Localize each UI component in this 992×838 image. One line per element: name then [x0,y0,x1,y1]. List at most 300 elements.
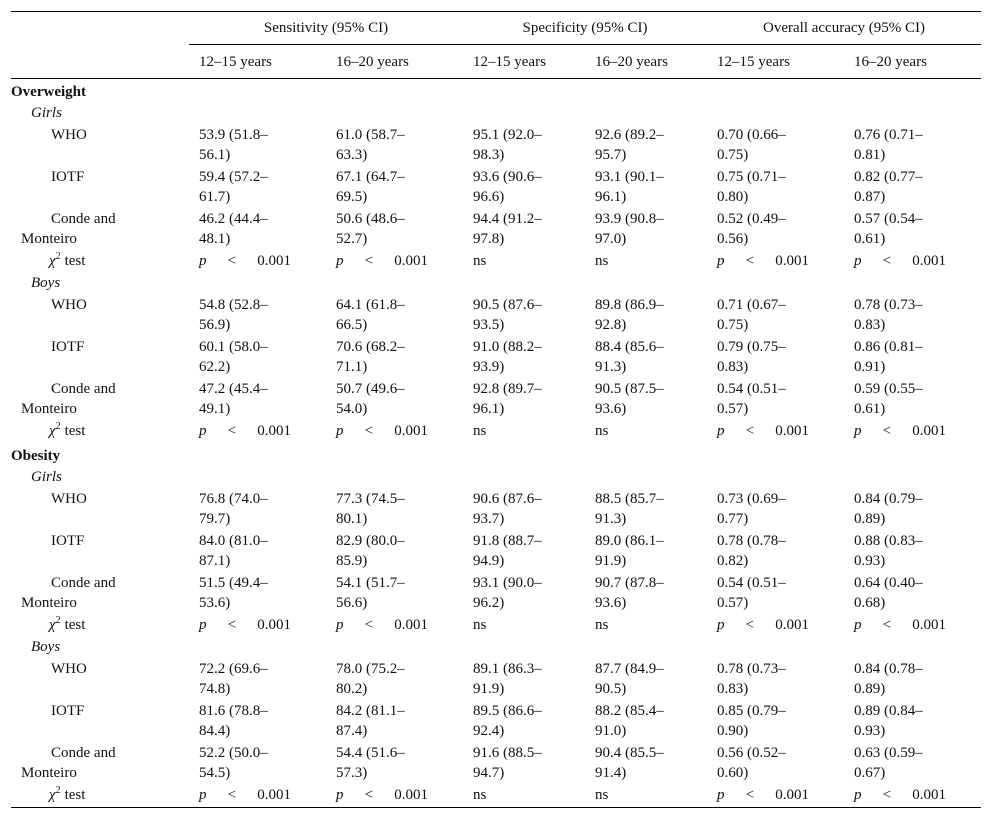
value-line-2: 80.1) [336,511,368,527]
value-line-2: 74.8) [199,681,231,697]
value-line-1: 54.8 (52.8– [199,297,268,313]
reference-name: Conde and [51,745,116,761]
table-row [11,701,981,743]
value-cell [585,743,707,785]
value-cell [844,531,981,573]
reference-label [11,337,189,379]
value-line-1: 0.78 (0.73– [717,661,786,677]
p-threshold: 0.001 [257,787,291,803]
chi-square-cell [844,785,981,808]
reference-name-cont: Monteiro [21,765,77,781]
value-line-1: 64.1 (61.8– [336,297,405,313]
value-line-1: 76.8 (74.0– [199,491,268,507]
chi-square-cell [844,421,981,443]
not-significant: ns [473,787,487,803]
chi-square-cell [326,615,463,637]
value-cell [707,167,844,209]
value-cell [189,489,326,531]
value-cell [585,531,707,573]
value-line-2: 0.75) [717,317,749,333]
reference-label [11,659,189,701]
value-line-2: 0.77) [717,511,749,527]
reference-label [11,701,189,743]
value-line-2: 93.9) [473,359,505,375]
value-line-1: 93.1 (90.0– [473,575,542,591]
value-line-1: 0.54 (0.51– [717,575,786,591]
value-line-1: 89.8 (86.9– [595,297,664,313]
value-line-2: 61.7) [199,189,231,205]
value-cell [707,701,844,743]
value-line-2: 0.82) [717,553,749,569]
value-cell [844,489,981,531]
chi-square-cell [707,615,844,637]
value-cell [326,701,463,743]
value-line-1: 67.1 (64.7– [336,169,405,185]
table-body [11,79,981,808]
section-title: Obesity [11,448,61,464]
value-cell [844,743,981,785]
reference-name: Conde and [51,381,116,397]
sex-row [11,273,981,295]
p-value [336,421,428,441]
value-line-2: 90.5) [595,681,627,697]
value-line-1: 87.7 (84.9– [595,661,664,677]
chi-square-label [11,785,189,808]
p-threshold: 0.001 [912,787,947,803]
p-symbol: p [199,423,207,439]
p-value [199,785,291,805]
value-cell [707,295,844,337]
reference-name: WHO [51,297,87,313]
value-line-2: 93.6) [595,595,627,611]
value-line-1: 50.6 (48.6– [336,211,405,227]
value-cell [189,701,326,743]
chi-square-cell [707,251,844,273]
value-line-2: 0.56) [717,231,749,247]
value-line-1: 93.1 (90.1– [595,169,664,185]
value-cell [189,167,326,209]
value-cell [707,659,844,701]
group-header-accuracy: Overall accuracy (95% CI) [707,12,981,45]
p-threshold: 0.001 [912,617,947,633]
reference-name: IOTF [51,533,85,549]
value-line-1: 0.84 (0.79– [854,491,923,507]
value-line-2: 56.1) [199,147,231,163]
chi-square-cell [326,421,463,443]
value-line-1: 82.9 (80.0– [336,533,405,549]
value-line-2: 0.81) [854,147,886,163]
chi-square-cell [189,251,326,273]
chi-symbol: χ [49,253,56,269]
not-significant: ns [473,617,487,633]
value-line-1: 84.0 (81.0– [199,533,268,549]
value-cell [463,531,585,573]
section-row [11,443,981,467]
value-line-2: 84.4) [199,723,231,739]
value-line-1: 0.75 (0.71– [717,169,786,185]
chi-square-cell [844,615,981,637]
value-cell [707,209,844,251]
reference-name: IOTF [51,339,85,355]
value-cell [844,573,981,615]
value-cell [707,125,844,167]
value-cell [844,701,981,743]
p-value [854,615,946,635]
value-line-1: 0.64 (0.40– [854,575,923,591]
less-than: < [364,253,374,269]
value-line-2: 0.83) [854,317,886,333]
chi-square-label [11,421,189,443]
value-cell [189,531,326,573]
table-row [11,573,981,615]
value-line-2: 96.2) [473,595,505,611]
value-line-2: 0.83) [717,681,749,697]
value-line-2: 87.1) [199,553,231,569]
value-line-1: 90.6 (87.6– [473,491,542,507]
chi-square-cell [585,421,707,443]
p-threshold: 0.001 [394,423,428,439]
value-line-2: 94.9) [473,553,505,569]
value-cell [844,295,981,337]
p-threshold: 0.001 [394,617,428,633]
chi-square-cell [585,615,707,637]
p-value [717,421,809,441]
value-cell [326,743,463,785]
value-line-2: 57.3) [336,765,368,781]
p-value [336,785,428,805]
p-symbol: p [199,787,207,803]
reference-name: IOTF [51,703,85,719]
age-header: 16–20 years [595,54,668,70]
value-cell [326,125,463,167]
reference-label [11,573,189,615]
chi-square-label [11,615,189,637]
table-row [11,337,981,379]
value-cell [585,701,707,743]
value-cell [844,125,981,167]
value-line-1: 94.4 (91.2– [473,211,542,227]
reference-label [11,295,189,337]
value-line-2: 0.80) [717,189,749,205]
sex-row [11,637,981,659]
not-significant: ns [595,787,609,803]
chi-square-cell [585,251,707,273]
value-line-1: 91.8 (88.7– [473,533,542,549]
p-value [199,615,291,635]
chi-square-cell [463,421,585,443]
value-line-1: 95.1 (92.0– [473,127,542,143]
value-line-2: 0.67) [854,765,886,781]
reference-name: WHO [51,491,87,507]
less-than: < [745,787,755,803]
value-line-1: 72.2 (69.6– [199,661,268,677]
age-header-row [11,45,981,79]
p-value [199,251,291,271]
value-line-1: 0.89 (0.84– [854,703,923,719]
value-line-1: 0.59 (0.55– [854,381,923,397]
value-line-1: 54.1 (51.7– [336,575,405,591]
chi-square-cell [707,785,844,808]
p-threshold: 0.001 [775,617,810,633]
less-than: < [364,787,374,803]
chi-square-cell [189,785,326,808]
value-cell [707,573,844,615]
chi-square-cell [463,785,585,808]
table-row [11,531,981,573]
value-line-1: 0.71 (0.67– [717,297,786,313]
chi-test-text: test [64,423,86,439]
value-line-1: 53.9 (51.8– [199,127,268,143]
chi-test-text: test [64,617,86,633]
p-symbol: p [336,787,344,803]
value-line-1: 78.0 (75.2– [336,661,405,677]
value-line-1: 90.5 (87.5– [595,381,664,397]
value-line-2: 71.1) [336,359,368,375]
p-value [854,785,946,805]
age-header: 16–20 years [854,54,927,70]
p-threshold: 0.001 [775,787,810,803]
value-line-1: 0.85 (0.79– [717,703,786,719]
value-cell [189,573,326,615]
value-line-2: 62.2) [199,359,231,375]
table-row [11,167,981,209]
value-line-2: 66.5) [336,317,368,333]
value-cell [463,573,585,615]
value-line-1: 0.63 (0.59– [854,745,923,761]
value-cell [189,659,326,701]
chi-square-row [11,615,981,637]
value-cell [463,209,585,251]
value-line-2: 94.7) [473,765,505,781]
reference-name: IOTF [51,169,85,185]
value-line-1: 0.70 (0.66– [717,127,786,143]
value-line-1: 0.54 (0.51– [717,381,786,397]
chi-square-cell [707,421,844,443]
sex-label: Girls [31,105,62,121]
value-line-2: 54.0) [336,401,368,417]
value-line-1: 93.6 (90.6– [473,169,542,185]
value-line-1: 88.4 (85.6– [595,339,664,355]
value-line-1: 92.6 (89.2– [595,127,664,143]
group-header-sensitivity: Sensitivity (95% CI) [189,12,463,45]
p-value [854,421,946,441]
less-than: < [882,617,892,633]
value-line-2: 80.2) [336,681,368,697]
chi-test-text: test [64,787,86,803]
less-than: < [882,253,892,269]
reference-label [11,743,189,785]
value-line-2: 91.3) [595,511,627,527]
stub-header-2 [11,45,189,79]
value-cell [326,489,463,531]
p-symbol: p [854,787,862,803]
value-line-2: 98.3) [473,147,505,163]
value-line-1: 0.52 (0.49– [717,211,786,227]
p-symbol: p [854,253,862,269]
value-cell [844,209,981,251]
value-line-1: 0.57 (0.54– [854,211,923,227]
value-line-1: 0.88 (0.83– [854,533,923,549]
value-cell [844,337,981,379]
value-line-2: 93.7) [473,511,505,527]
chi-symbol: χ [49,423,56,439]
value-line-2: 93.5) [473,317,505,333]
value-cell [326,379,463,421]
p-value [854,251,946,271]
p-threshold: 0.001 [257,253,291,269]
value-line-1: 77.3 (74.5– [336,491,405,507]
p-threshold: 0.001 [912,423,947,439]
value-cell [844,659,981,701]
value-cell [707,743,844,785]
value-cell [585,125,707,167]
table-row [11,659,981,701]
value-cell [326,531,463,573]
reference-name: Conde and [51,211,116,227]
table-header [11,12,981,79]
p-threshold: 0.001 [394,253,428,269]
p-symbol: p [199,253,207,269]
age-header: 12–15 years [473,54,546,70]
section-title: Overweight [11,84,86,100]
value-cell [707,489,844,531]
value-line-2: 0.83) [717,359,749,375]
reference-label [11,125,189,167]
group-header-specificity: Specificity (95% CI) [463,12,707,45]
value-line-1: 0.79 (0.75– [717,339,786,355]
value-line-2: 0.91) [854,359,886,375]
p-value [336,251,428,271]
less-than: < [227,423,237,439]
value-line-2: 93.6) [595,401,627,417]
p-threshold: 0.001 [257,617,291,633]
value-line-2: 53.6) [199,595,231,611]
value-cell [844,167,981,209]
value-line-1: 0.86 (0.81– [854,339,923,355]
reference-label [11,209,189,251]
value-line-1: 0.76 (0.71– [854,127,923,143]
value-line-2: 85.9) [336,553,368,569]
table-row [11,379,981,421]
chi-square-cell [189,615,326,637]
age-header: 16–20 years [336,54,409,70]
value-line-1: 50.7 (49.6– [336,381,405,397]
p-value [717,615,809,635]
value-line-2: 96.1) [595,189,627,205]
chi-square-row [11,785,981,808]
age-header: 12–15 years [199,54,272,70]
p-symbol: p [854,617,862,633]
value-line-1: 88.2 (85.4– [595,703,664,719]
less-than: < [227,253,237,269]
value-line-1: 92.8 (89.7– [473,381,542,397]
value-cell [463,743,585,785]
value-line-2: 91.9) [595,553,627,569]
value-cell [463,295,585,337]
value-line-1: 59.4 (57.2– [199,169,268,185]
value-line-2: 0.89) [854,681,886,697]
not-significant: ns [473,253,487,269]
p-threshold: 0.001 [775,253,810,269]
value-line-1: 0.84 (0.78– [854,661,923,677]
value-line-1: 60.1 (58.0– [199,339,268,355]
value-line-1: 90.4 (85.5– [595,745,664,761]
chi-square-cell [189,421,326,443]
not-significant: ns [473,423,487,439]
value-line-1: 51.5 (49.4– [199,575,268,591]
chi-square-cell [844,251,981,273]
less-than: < [882,787,892,803]
value-cell [585,295,707,337]
chi-square-label [11,251,189,273]
reference-name: WHO [51,661,87,677]
p-value [199,421,291,441]
value-line-2: 49.1) [199,401,231,417]
reference-name-cont: Monteiro [21,231,77,247]
value-line-2: 79.7) [199,511,231,527]
not-significant: ns [595,423,609,439]
table-row [11,295,981,337]
p-threshold: 0.001 [775,423,810,439]
value-cell [463,125,585,167]
chi-superscript: 2 [55,251,61,262]
less-than: < [364,423,374,439]
less-than: < [745,423,755,439]
value-line-2: 91.4) [595,765,627,781]
value-line-2: 54.5) [199,765,231,781]
value-line-2: 63.3) [336,147,368,163]
value-line-2: 91.0) [595,723,627,739]
value-cell [189,125,326,167]
p-threshold: 0.001 [912,253,947,269]
less-than: < [745,253,755,269]
value-line-1: 88.5 (85.7– [595,491,664,507]
value-cell [189,743,326,785]
value-cell [463,379,585,421]
value-line-1: 81.6 (78.8– [199,703,268,719]
value-line-1: 90.7 (87.8– [595,575,664,591]
value-line-2: 0.93) [854,723,886,739]
sex-label: Girls [31,469,62,485]
value-line-2: 0.75) [717,147,749,163]
value-line-2: 0.61) [854,401,886,417]
chi-square-row [11,251,981,273]
value-cell [189,379,326,421]
section-row [11,79,981,104]
value-cell [189,337,326,379]
chi-superscript: 2 [55,785,61,796]
not-significant: ns [595,253,609,269]
table-row [11,743,981,785]
less-than: < [364,617,374,633]
group-header-row [11,12,981,45]
value-line-2: 97.0) [595,231,627,247]
table-row [11,209,981,251]
value-line-1: 93.9 (90.8– [595,211,664,227]
reference-name: WHO [51,127,87,143]
value-cell [585,337,707,379]
chi-square-cell [463,251,585,273]
table-row [11,489,981,531]
sex-row [11,467,981,489]
value-cell [585,489,707,531]
reference-name-cont: Monteiro [21,401,77,417]
value-cell [189,295,326,337]
value-line-2: 0.68) [854,595,886,611]
value-cell [463,489,585,531]
value-cell [585,573,707,615]
p-value [336,615,428,635]
